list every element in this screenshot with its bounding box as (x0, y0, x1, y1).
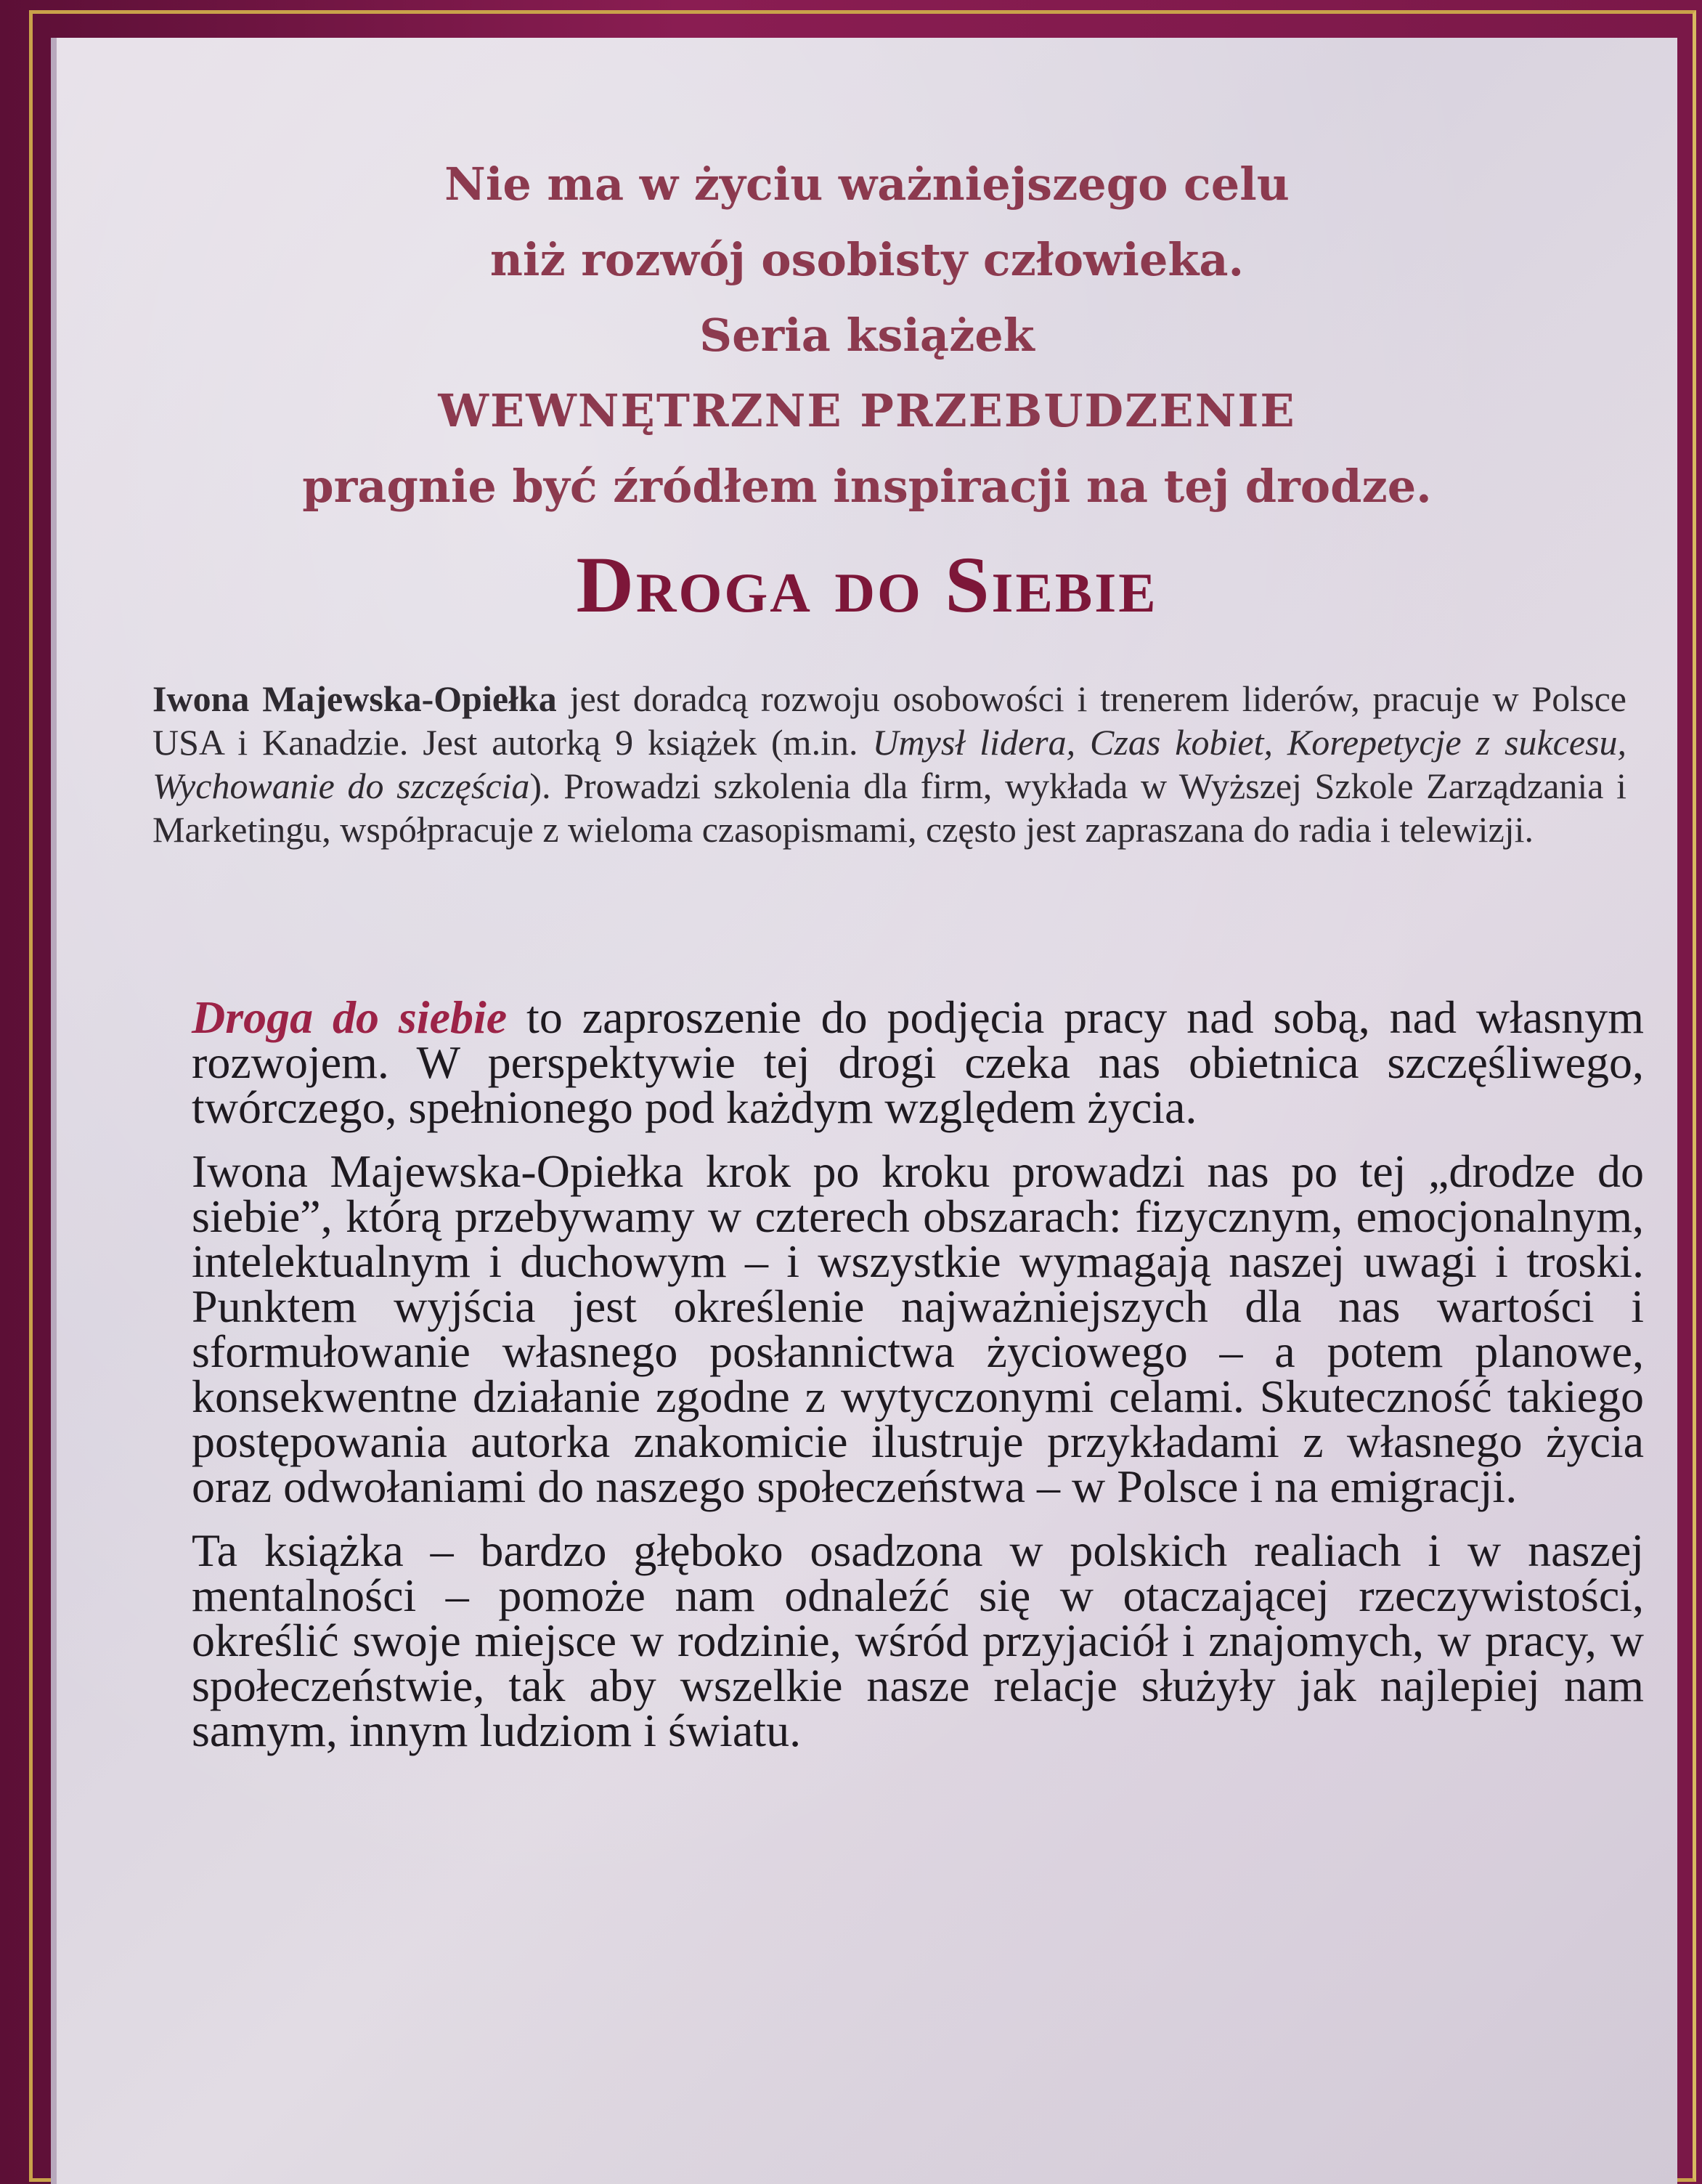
description-paragraph-3: Ta książka – bardzo głęboko osadzona w polskich realiach i w naszej mentalności – pomoże nam odnaleźć się w otaczającej rzeczywistości, określić swoje miejsce w rodzinie, wśród przyjaciół i znajomych, w pracy, w społeczeństwie, tak aby wszelkie nasze relacje służyły jak najlepiej nam samym, innym ludziom i światu. (192, 1525, 1644, 1756)
intro-line-2: niż rozwój osobisty człowieka. (489, 233, 1245, 286)
author-name: Iwona Majewska-Opiełka (152, 678, 557, 719)
intro-line-3: Seria książek (699, 309, 1035, 362)
intro-line-1: Nie ma w życiu ważniejszego celu (444, 158, 1290, 211)
bio-text-1: jest doradcą rozwoju osobowości i trenerem liderów, pracuje w Polsce USA i Kanadzie. Jest autorką 9 książek (m.in. (152, 678, 1626, 763)
intro-line-5: pragnie być źródłem inspiracji na tej drodze. (302, 460, 1432, 513)
series-name: WEWNĘTRZNE PRZEBUDZENIE (438, 384, 1296, 437)
bio-book-list: Umysł lidera, Czas kobiet, Korepetycje z sukcesu, Wychowanie do szczęścia (152, 722, 1626, 806)
book-title: Droga do Siebie (576, 540, 1158, 629)
description-paragraph-1 (192, 991, 1645, 1133)
description-paragraph-2: Iwona Majewska-Opiełka krok po kroku prowadzi nas po tej „drodze do siebie”, którą przebywamy w czterech obszarach: fizycznym, emocjonalnym, intelektualnym i duchowym – i wszystkie wymagają naszej uwagi i troski. Punktem wyjścia jest określenie najważniejszych dla nas wartości i sformułowanie własnego posłannictwa życiowego – a potem planowe, konsekwentne działanie zgodne z wytyczonymi celami. Skuteczność takiego postępowania autorka znakomicie ilustruje przykładami z własnego życia oraz odwołaniami do naszego społeczeństwa – w Polsce i na emigracji. (192, 1145, 1644, 1512)
paragraph-1-text: to zaproszenie do podjęcia pracy nad sobą, nad własnym rozwojem. W perspektywie tej drogi czeka nas obietnica szczęśliwego, twórczego, spełnionego pod każdym względem życia. (192, 991, 1645, 1133)
book-description (192, 991, 1645, 1772)
text-panel (51, 38, 1677, 2184)
series-intro (57, 147, 1677, 524)
book-title-reference: Droga do siebie (192, 991, 508, 1043)
author-bio (152, 677, 1626, 851)
bio-text-2: ). Prowadzi szkolenia dla firm, wykłada w Wyższej Szkole Zarządzania i Marketingu, współpracuje z wieloma czasopismami, często jest zapraszana do radia i telewizji. (152, 766, 1626, 850)
